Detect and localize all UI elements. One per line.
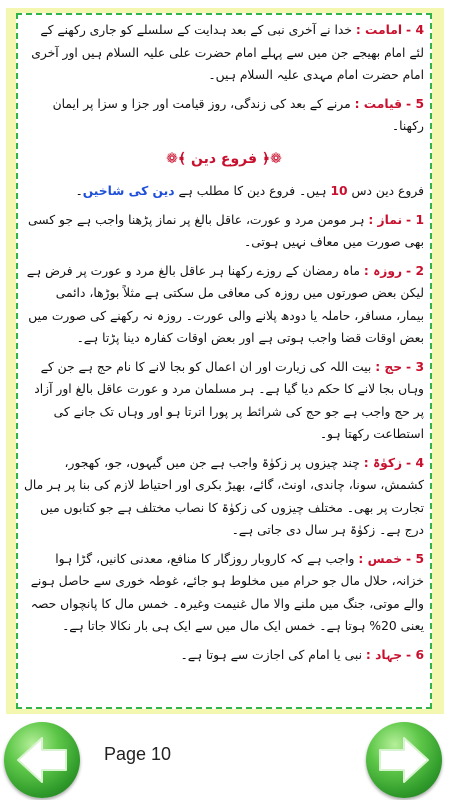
branch-hajj xyxy=(24,356,424,446)
arrow-right-icon xyxy=(366,722,442,798)
branch-khums xyxy=(24,548,424,638)
branch-text: واجب ہے کہ کاروبار روزگار کا منافع، معدنی کانیں، گڑا ہوا خزانہ، حلال مال جو حرام میں مخلوط ہو جائے، غوطہ خوری سے حاصل ہونے والے موتی، جنگ میں ملنے والا مال غنیمت وغیرہ۔ خمس مال کا پانچواں حصہ یعنی 20% ہوتا ہے۔ خمس ایک مال میں سے ایک ہی بار نکالا جاتا ہے۔ xyxy=(30,551,424,633)
branch-namaz xyxy=(24,209,424,254)
branch-keyword: خمس : xyxy=(358,551,403,566)
branch-number: 3 - xyxy=(406,359,424,374)
ornament-icon: ﴾❁ xyxy=(166,150,187,167)
ornament-icon: ❁﴿ xyxy=(261,150,282,167)
item-keyword: امامت : xyxy=(355,23,403,37)
branch-number: 2 - xyxy=(406,263,424,278)
item-qiyamat xyxy=(24,93,424,138)
intro-before: فروع دین دس xyxy=(351,184,424,198)
branch-text: ہر مومن مرد و عورت، عاقل بالغ پر نماز پڑھنا واجب ہے جو کسی بھی صورت میں معاف نہیں ہوتی۔ xyxy=(28,212,424,249)
branch-number: 4 - xyxy=(406,455,424,470)
intro-middle: ہیں۔ فروع دین کا مطلب ہے xyxy=(178,184,327,198)
page-content-area[interactable] xyxy=(16,13,432,709)
top-strip xyxy=(0,0,450,8)
previous-page-button[interactable] xyxy=(4,722,80,798)
page-number-label: Page 10 xyxy=(104,744,172,764)
arrow-left-icon xyxy=(4,722,80,798)
branch-keyword: زکوٰۃ : xyxy=(363,455,403,470)
branch-number: 5 - xyxy=(406,551,424,566)
branch-text: نبی یا امام کی اجازت سے ہوتا ہے۔ xyxy=(180,647,362,662)
branch-roza xyxy=(24,260,424,350)
item-number: 5 - xyxy=(406,96,424,111)
branch-zakat xyxy=(24,452,424,542)
branch-keyword: حج : xyxy=(375,359,403,374)
item-keyword: قیامت : xyxy=(354,96,403,111)
page-frame xyxy=(6,8,444,714)
branch-keyword: نماز : xyxy=(368,212,403,227)
intro-highlight: دین کی شاخیں xyxy=(82,184,175,198)
branch-number: 1 - xyxy=(406,212,424,227)
branch-text: ماہ رمضان کے روزے رکھنا ہر عاقل بالغ مرد و عورت پر فرض ہے لیکن بعض صورتوں میں روزہ کی معافی مل سکتی ہے مثلاً بوڑھا، دائمی بیمار، مسافر، حاملہ یا دودھ پلانے والی عورت۔ روزہ نہ رکھنے کی صورت میں بعض اوقات قضا واجب ہوتی ہے اور بعض اوقات کفارہ دینا پڑتا ہے۔ xyxy=(26,263,424,345)
branch-text: بیت اللہ کی زیارت اور ان اعمال کو بجا لانے کا نام حج ہے جن کے وہاں بجا لانے کا حکم دیا گیا ہے۔ ہر مسلمان مرد و عورت عاقل بالغ اور آزاد پر حج واجب ہے جو حج کی شرائط پر پورا اترتا ہو اور وہاں تک جانے کی استطاعت رکھتا ہو۔ xyxy=(34,359,424,441)
intro-number: 10 xyxy=(330,184,348,198)
item-number: 4 - xyxy=(406,23,424,37)
branch-keyword: روزہ : xyxy=(363,263,403,278)
item-imamat xyxy=(24,19,424,87)
branch-keyword: جہاد : xyxy=(365,647,403,662)
section-heading xyxy=(24,148,424,171)
item-text: مرنے کے بعد کی زندگی، روز قیامت اور جزا و سزا پر ایمان رکھنا۔ xyxy=(52,96,424,133)
intro-after: ۔ xyxy=(75,184,83,198)
intro-paragraph xyxy=(24,180,424,203)
branch-jihad xyxy=(24,644,424,667)
branch-text: چند چیزوں پر زکوٰۃ واجب ہے جن میں گیہوں، جو، کھجور، کشمش، سونا، چاندی، اونٹ، گائے، بھیڑ بکری اور احتیاط لازم کی بنا پر ہر مال تجارت پر بھی۔ مختلف چیزوں کی زکوٰۃ کا نصاب مختلف ہے جو کتابوں میں درج ہے۔ زکوٰۃ ہر سال دی جاتی ہے۔ xyxy=(23,455,424,537)
section-heading-text: فروع دین xyxy=(190,150,258,167)
branch-number: 6 - xyxy=(406,647,424,662)
item-text: خدا نے آخری نبی کے بعد ہدایت کے سلسلے کو جاری رکھنے کے لئے امام بھیجے جن میں سے پہلے امام حضرت علی علیہ السلام ہیں اور آخری امام حضرت امام مہدی علیہ السلام ہیں۔ xyxy=(31,23,424,82)
urdu-text-body xyxy=(24,19,424,703)
next-page-button[interactable] xyxy=(366,722,442,798)
